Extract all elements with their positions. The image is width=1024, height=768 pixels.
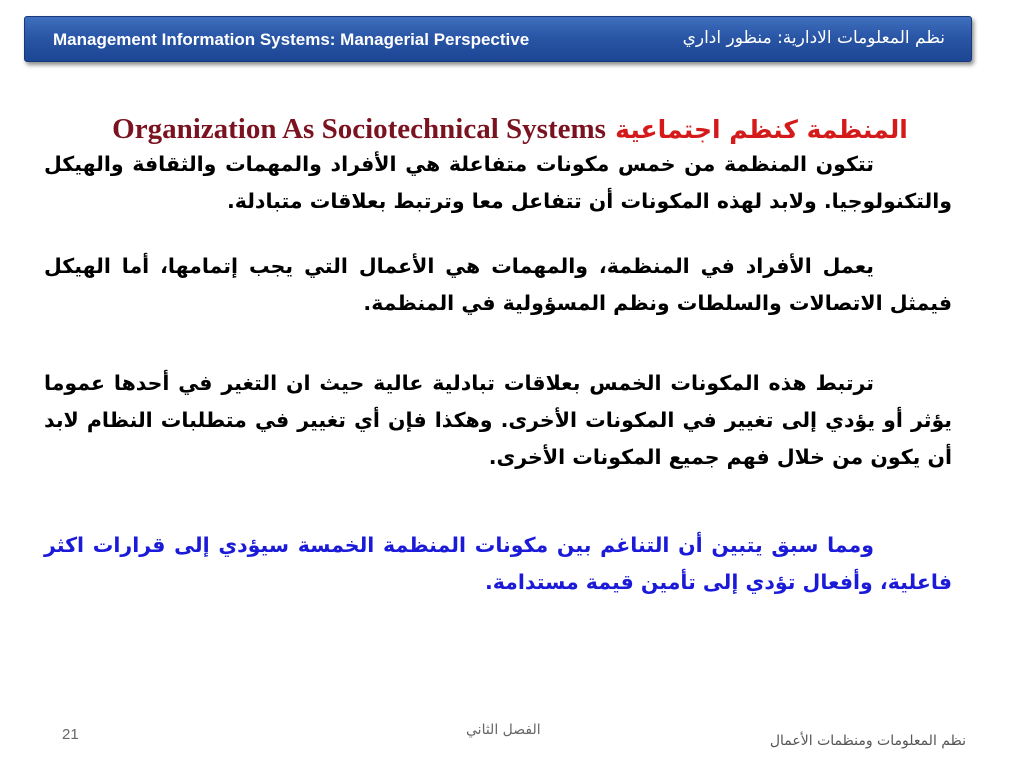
paragraph-conclusion [44,527,952,601]
paragraph-text: تتكون المنظمة من خمس مكونات متفاعلة هي الأفراد والمهمات والثقافة والهيكل والتكنولوجيا. ولابد لهذه المكونات أن تتفاعل معا وترتبط بعلاقات متبادلة. [44,152,952,213]
paragraph-text: ومما سبق يتبين أن التناغم بين مكونات المنظمة الخمسة سيؤدي إلى قرارات اكثر فاعلية، وأفعال تؤدي إلى تأمين قيمة مستدامة. [44,533,952,594]
paragraph-components [44,146,952,220]
paragraph-interdependence [44,365,952,476]
paragraph-text: ترتبط هذه المكونات الخمس بعلاقات تبادلية عالية حيث ان التغير في أحدها عموما يؤثر أو يؤدي إلى تغيير في المكونات الأخرى. وهكذا فإن أي تغيير في متطلبات النظام لابد أن يكون من خلال فهم جميع المكونات الأخرى. [44,371,952,469]
slide-title [80,108,940,150]
header-title-arabic: نظم المعلومات الادارية: منظور اداري [682,28,945,48]
slide-number: 21 [62,726,79,743]
header-title-english: Management Information Systems: Managerial Perspective [53,30,530,49]
footer-course-title: نظم المعلومات ومنظمات الأعمال [769,733,966,749]
header-bar [24,16,972,62]
paragraph-text: يعمل الأفراد في المنظمة، والمهمات هي الأعمال التي يجب إتمامها، أما الهيكل فيمثل الاتصالات والسلطات ونظم المسؤولية في المنظمة. [44,254,952,315]
slide-title-english: Organization As Sociotechnical Systems [112,113,606,145]
slide-title-arabic: المنظمة كنظم اجتماعية [615,115,908,144]
paragraph-people-tasks [44,248,952,322]
footer-chapter: الفصل الثاني [466,722,541,738]
